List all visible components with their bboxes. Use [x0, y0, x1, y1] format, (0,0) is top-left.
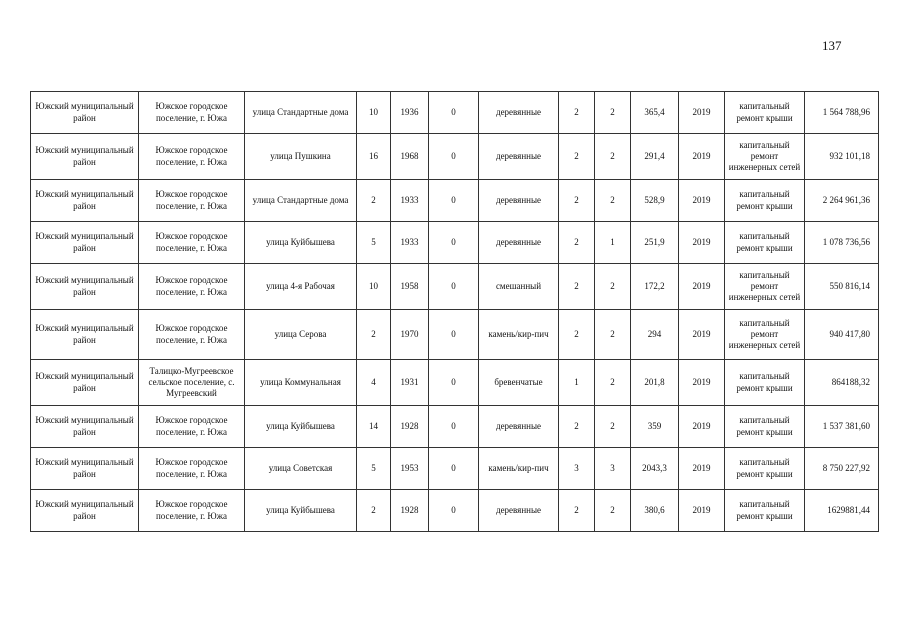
wall-material-cell: камень/кир-пич [479, 310, 559, 360]
settlement-cell: Южское городское поселение, г. Южа [139, 406, 245, 448]
house-number-cell: 14 [357, 406, 391, 448]
work-type-cell: капитальный ремонт инженерных сетей [725, 264, 805, 310]
floors-cell: 2 [559, 264, 595, 310]
street-cell: улица Коммунальная [245, 360, 357, 406]
entrances-cell: 2 [595, 180, 631, 222]
year-cell: 1953 [391, 448, 429, 490]
settlement-cell: Талицко-Мугреевское сельское поселение, с. Мугреевский [139, 360, 245, 406]
cost-cell: 932 101,18 [805, 134, 879, 180]
plan-year-cell: 2019 [679, 264, 725, 310]
year-cell: 1936 [391, 92, 429, 134]
work-type-cell: капитальный ремонт крыши [725, 180, 805, 222]
floors-cell: 2 [559, 134, 595, 180]
work-type-cell: капитальный ремонт крыши [725, 92, 805, 134]
entrances-cell: 1 [595, 222, 631, 264]
district-cell: Южский муниципальный район [31, 134, 139, 180]
area-cell: 294 [631, 310, 679, 360]
year-cell: 1958 [391, 264, 429, 310]
street-cell: улица Серова [245, 310, 357, 360]
table-row [31, 490, 879, 532]
table-body [31, 92, 879, 532]
cost-cell: 2 264 961,36 [805, 180, 879, 222]
house-number-cell: 16 [357, 134, 391, 180]
year-cell: 1968 [391, 134, 429, 180]
house-number-cell: 4 [357, 360, 391, 406]
table-row [31, 406, 879, 448]
work-type-cell: капитальный ремонт крыши [725, 406, 805, 448]
entrances-cell: 2 [595, 134, 631, 180]
area-cell: 2043,3 [631, 448, 679, 490]
housing-repair-table [30, 91, 879, 532]
house-number-cell: 2 [357, 310, 391, 360]
area-cell: 365,4 [631, 92, 679, 134]
work-type-cell: капитальный ремонт крыши [725, 490, 805, 532]
wall-material-cell: смешанный [479, 264, 559, 310]
district-cell: Южский муниципальный район [31, 406, 139, 448]
plan-year-cell: 2019 [679, 92, 725, 134]
cost-cell: 1629881,44 [805, 490, 879, 532]
street-cell: улица Куйбышева [245, 490, 357, 532]
street-cell: улица Советская [245, 448, 357, 490]
year-cell: 1933 [391, 222, 429, 264]
entrances-cell: 2 [595, 490, 631, 532]
cost-cell: 8 750 227,92 [805, 448, 879, 490]
wear-cell: 0 [429, 406, 479, 448]
work-type-cell: капитальный ремонт крыши [725, 222, 805, 264]
settlement-cell: Южское городское поселение, г. Южа [139, 92, 245, 134]
year-cell: 1928 [391, 406, 429, 448]
district-cell: Южский муниципальный район [31, 264, 139, 310]
plan-year-cell: 2019 [679, 310, 725, 360]
year-cell: 1970 [391, 310, 429, 360]
table-row [31, 448, 879, 490]
entrances-cell: 3 [595, 448, 631, 490]
house-number-cell: 10 [357, 92, 391, 134]
wall-material-cell: деревянные [479, 92, 559, 134]
plan-year-cell: 2019 [679, 134, 725, 180]
district-cell: Южский муниципальный район [31, 360, 139, 406]
settlement-cell: Южское городское поселение, г. Южа [139, 490, 245, 532]
settlement-cell: Южское городское поселение, г. Южа [139, 134, 245, 180]
entrances-cell: 2 [595, 310, 631, 360]
settlement-cell: Южское городское поселение, г. Южа [139, 264, 245, 310]
page-number: 137 [822, 38, 842, 53]
settlement-cell: Южское городское поселение, г. Южа [139, 310, 245, 360]
entrances-cell: 2 [595, 406, 631, 448]
table-row [31, 310, 879, 360]
area-cell: 291,4 [631, 134, 679, 180]
table-row [31, 134, 879, 180]
entrances-cell: 2 [595, 264, 631, 310]
street-cell: улица Пушкина [245, 134, 357, 180]
district-cell: Южский муниципальный район [31, 490, 139, 532]
wall-material-cell: деревянные [479, 490, 559, 532]
wall-material-cell: деревянные [479, 222, 559, 264]
area-cell: 251,9 [631, 222, 679, 264]
district-cell: Южский муниципальный район [31, 448, 139, 490]
cost-cell: 1 078 736,56 [805, 222, 879, 264]
work-type-cell: капитальный ремонт инженерных сетей [725, 134, 805, 180]
floors-cell: 2 [559, 406, 595, 448]
district-cell: Южский муниципальный район [31, 180, 139, 222]
table-row [31, 92, 879, 134]
wall-material-cell: камень/кир-пич [479, 448, 559, 490]
street-cell: улица Куйбышева [245, 406, 357, 448]
floors-cell: 2 [559, 92, 595, 134]
district-cell: Южский муниципальный район [31, 310, 139, 360]
plan-year-cell: 2019 [679, 222, 725, 264]
year-cell: 1933 [391, 180, 429, 222]
plan-year-cell: 2019 [679, 360, 725, 406]
settlement-cell: Южское городское поселение, г. Южа [139, 222, 245, 264]
work-type-cell: капитальный ремонт крыши [725, 448, 805, 490]
street-cell: улица Куйбышева [245, 222, 357, 264]
wear-cell: 0 [429, 134, 479, 180]
table-row [31, 222, 879, 264]
cost-cell: 1 564 788,96 [805, 92, 879, 134]
area-cell: 201,8 [631, 360, 679, 406]
wear-cell: 0 [429, 222, 479, 264]
cost-cell: 940 417,80 [805, 310, 879, 360]
area-cell: 528,9 [631, 180, 679, 222]
table-row [31, 264, 879, 310]
wear-cell: 0 [429, 264, 479, 310]
table-row [31, 360, 879, 406]
wall-material-cell: деревянные [479, 406, 559, 448]
floors-cell: 1 [559, 360, 595, 406]
area-cell: 380,6 [631, 490, 679, 532]
district-cell: Южский муниципальный район [31, 92, 139, 134]
floors-cell: 3 [559, 448, 595, 490]
house-number-cell: 5 [357, 222, 391, 264]
house-number-cell: 2 [357, 180, 391, 222]
table-row [31, 180, 879, 222]
cost-cell: 864188,32 [805, 360, 879, 406]
cost-cell: 1 537 381,60 [805, 406, 879, 448]
cost-cell: 550 816,14 [805, 264, 879, 310]
district-cell: Южский муниципальный район [31, 222, 139, 264]
house-number-cell: 10 [357, 264, 391, 310]
work-type-cell: капитальный ремонт инженерных сетей [725, 310, 805, 360]
floors-cell: 2 [559, 310, 595, 360]
entrances-cell: 2 [595, 92, 631, 134]
floors-cell: 2 [559, 490, 595, 532]
street-cell: улица Стандартные дома [245, 92, 357, 134]
wall-material-cell: деревянные [479, 180, 559, 222]
wear-cell: 0 [429, 490, 479, 532]
wear-cell: 0 [429, 360, 479, 406]
wall-material-cell: бревенчатые [479, 360, 559, 406]
settlement-cell: Южское городское поселение, г. Южа [139, 180, 245, 222]
year-cell: 1931 [391, 360, 429, 406]
plan-year-cell: 2019 [679, 448, 725, 490]
street-cell: улица Стандартные дома [245, 180, 357, 222]
wall-material-cell: деревянные [479, 134, 559, 180]
house-number-cell: 2 [357, 490, 391, 532]
street-cell: улица 4-я Рабочая [245, 264, 357, 310]
area-cell: 359 [631, 406, 679, 448]
plan-year-cell: 2019 [679, 180, 725, 222]
wear-cell: 0 [429, 448, 479, 490]
wear-cell: 0 [429, 180, 479, 222]
entrances-cell: 2 [595, 360, 631, 406]
floors-cell: 2 [559, 222, 595, 264]
year-cell: 1928 [391, 490, 429, 532]
floors-cell: 2 [559, 180, 595, 222]
plan-year-cell: 2019 [679, 490, 725, 532]
settlement-cell: Южское городское поселение, г. Южа [139, 448, 245, 490]
work-type-cell: капитальный ремонт крыши [725, 360, 805, 406]
wear-cell: 0 [429, 92, 479, 134]
plan-year-cell: 2019 [679, 406, 725, 448]
area-cell: 172,2 [631, 264, 679, 310]
wear-cell: 0 [429, 310, 479, 360]
house-number-cell: 5 [357, 448, 391, 490]
